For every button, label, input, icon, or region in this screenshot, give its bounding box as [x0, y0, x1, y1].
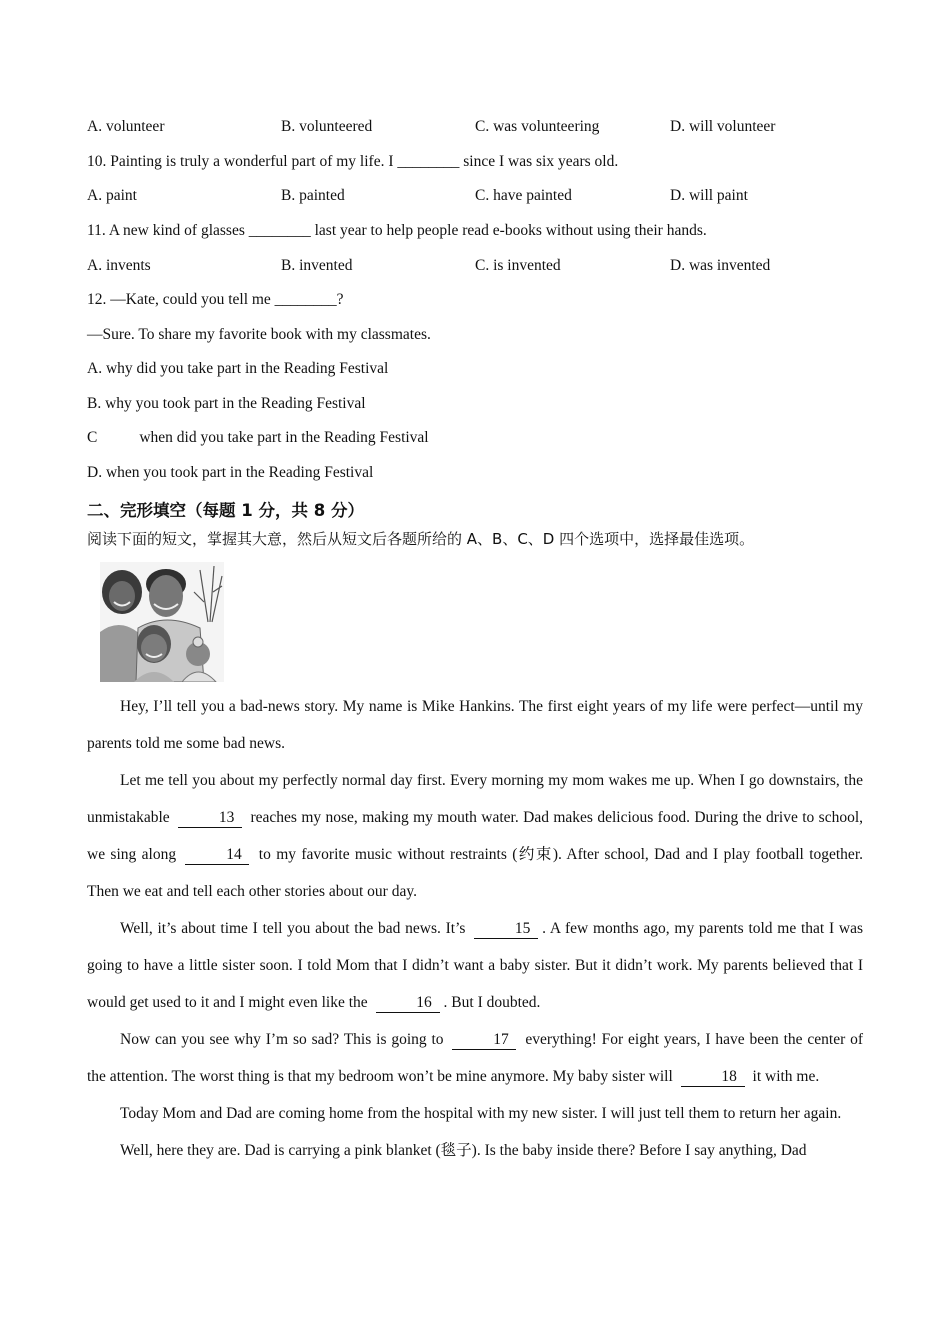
passage-text: . A few months ago, my parents told me that I was going to have a little sister soon. I told Mom that I didn’t want a baby sister. But it didn’t work. My parents believed that I would get used to it and I might even like the	[87, 920, 863, 1011]
passage-text: reaches my nose, making my mouth water. Dad makes delicious food. During the drive to school, we sing along	[87, 809, 864, 863]
q9-options	[87, 118, 867, 140]
passage-paragraph-6: Well, here they are. Dad is carrying a pink blanket (毯子). Is the baby inside there? Before I say anything, Dad	[120, 1142, 807, 1159]
q11-option-b[interactable]: B. invented	[281, 257, 353, 274]
blank-16[interactable]: 16	[376, 994, 440, 1013]
q11-option-d[interactable]: D. was invented	[670, 257, 771, 274]
q11-options	[87, 257, 867, 279]
q12-option-a[interactable]: A. why did you take part in the Reading Festival	[87, 360, 389, 377]
q9-option-a[interactable]: A. volunteer	[87, 118, 165, 135]
passage-paragraph-5: Today Mom and Dad are coming home from the hospital with my new sister. I will just tell them to return her again.	[120, 1105, 842, 1122]
passage-paragraph-1: Hey, I’ll tell you a bad-news story. My name is Mike Hankins. The first eight years of my life were perfect—until my parents told me some bad news.	[87, 698, 863, 752]
blank-13[interactable]: 13	[178, 809, 242, 828]
q12-stem: 12. —Kate, could you tell me ________?	[87, 291, 344, 308]
passage-text: it with me.	[752, 1068, 820, 1085]
q11-option-c[interactable]: C. is invented	[475, 257, 561, 274]
section-instruction: 阅读下面的短文，掌握其大意，然后从短文后各题所给的 A、B、C、D 四个选项中，选择最佳选项。	[87, 530, 755, 548]
passage-text: Well, it’s about time I tell you about the bad news. It’s	[120, 920, 466, 937]
q9-option-b[interactable]: B. volunteered	[281, 118, 373, 135]
passage-text: everything! For eight years, I have been the center of the attention. The worst thing is that my bedroom won’t be mine anymore. My baby sister will	[87, 1031, 864, 1085]
passage-text: Now can you see why I’m so sad? This is going to	[120, 1031, 444, 1048]
q12-option-b[interactable]: B. why you took part in the Reading Festival	[87, 395, 366, 412]
q10-option-c[interactable]: C. have painted	[475, 187, 572, 204]
q12-option-c-letter: C	[87, 429, 98, 446]
q12-reply: —Sure. To share my favorite book with my classmates.	[87, 326, 431, 343]
q11-option-a[interactable]: A. invents	[87, 257, 151, 274]
passage-paragraph-4	[87, 1021, 863, 1095]
section-heading: 二、完形填空（每题 1 分，共 8 分）	[87, 501, 364, 520]
passage-text: to my favorite music without restraints (约束). After school, Dad and I play football together. Then we eat and tell each other stories about our day.	[87, 846, 863, 900]
passage-text: . But I doubted.	[443, 994, 541, 1011]
q12-option-c-text: when did you take part in the Reading Festival	[139, 429, 429, 446]
family-illustration	[100, 562, 224, 682]
q10-option-a[interactable]: A. paint	[87, 187, 137, 204]
passage-text: Let me tell you about my perfectly normal day first. Every morning my mom wakes me up. When I go downstairs, the unmistakable	[87, 772, 863, 826]
q9-option-d[interactable]: D. will volunteer	[670, 118, 776, 135]
q9-option-c[interactable]: C. was volunteering	[475, 118, 600, 135]
blank-14[interactable]: 14	[185, 846, 249, 865]
q10-option-b[interactable]: B. painted	[281, 187, 345, 204]
q10-stem: 10. Painting is truly a wonderful part of my life. I ________ since I was six years old.	[87, 153, 619, 170]
q11-stem: 11. A new kind of glasses ________ last year to help people read e-books without using their hands.	[87, 222, 707, 239]
blank-15[interactable]: 15	[474, 920, 538, 939]
q10-options	[87, 187, 867, 209]
blank-17[interactable]: 17	[452, 1031, 516, 1050]
q12-option-c[interactable]	[87, 429, 429, 447]
cloze-passage	[87, 688, 863, 1169]
q10-option-d[interactable]: D. will paint	[670, 187, 748, 204]
passage-paragraph-2	[87, 762, 863, 910]
passage-paragraph-3	[87, 910, 863, 1021]
blank-18[interactable]: 18	[681, 1068, 745, 1087]
q12-option-d[interactable]: D. when you took part in the Reading Festival	[87, 464, 374, 481]
